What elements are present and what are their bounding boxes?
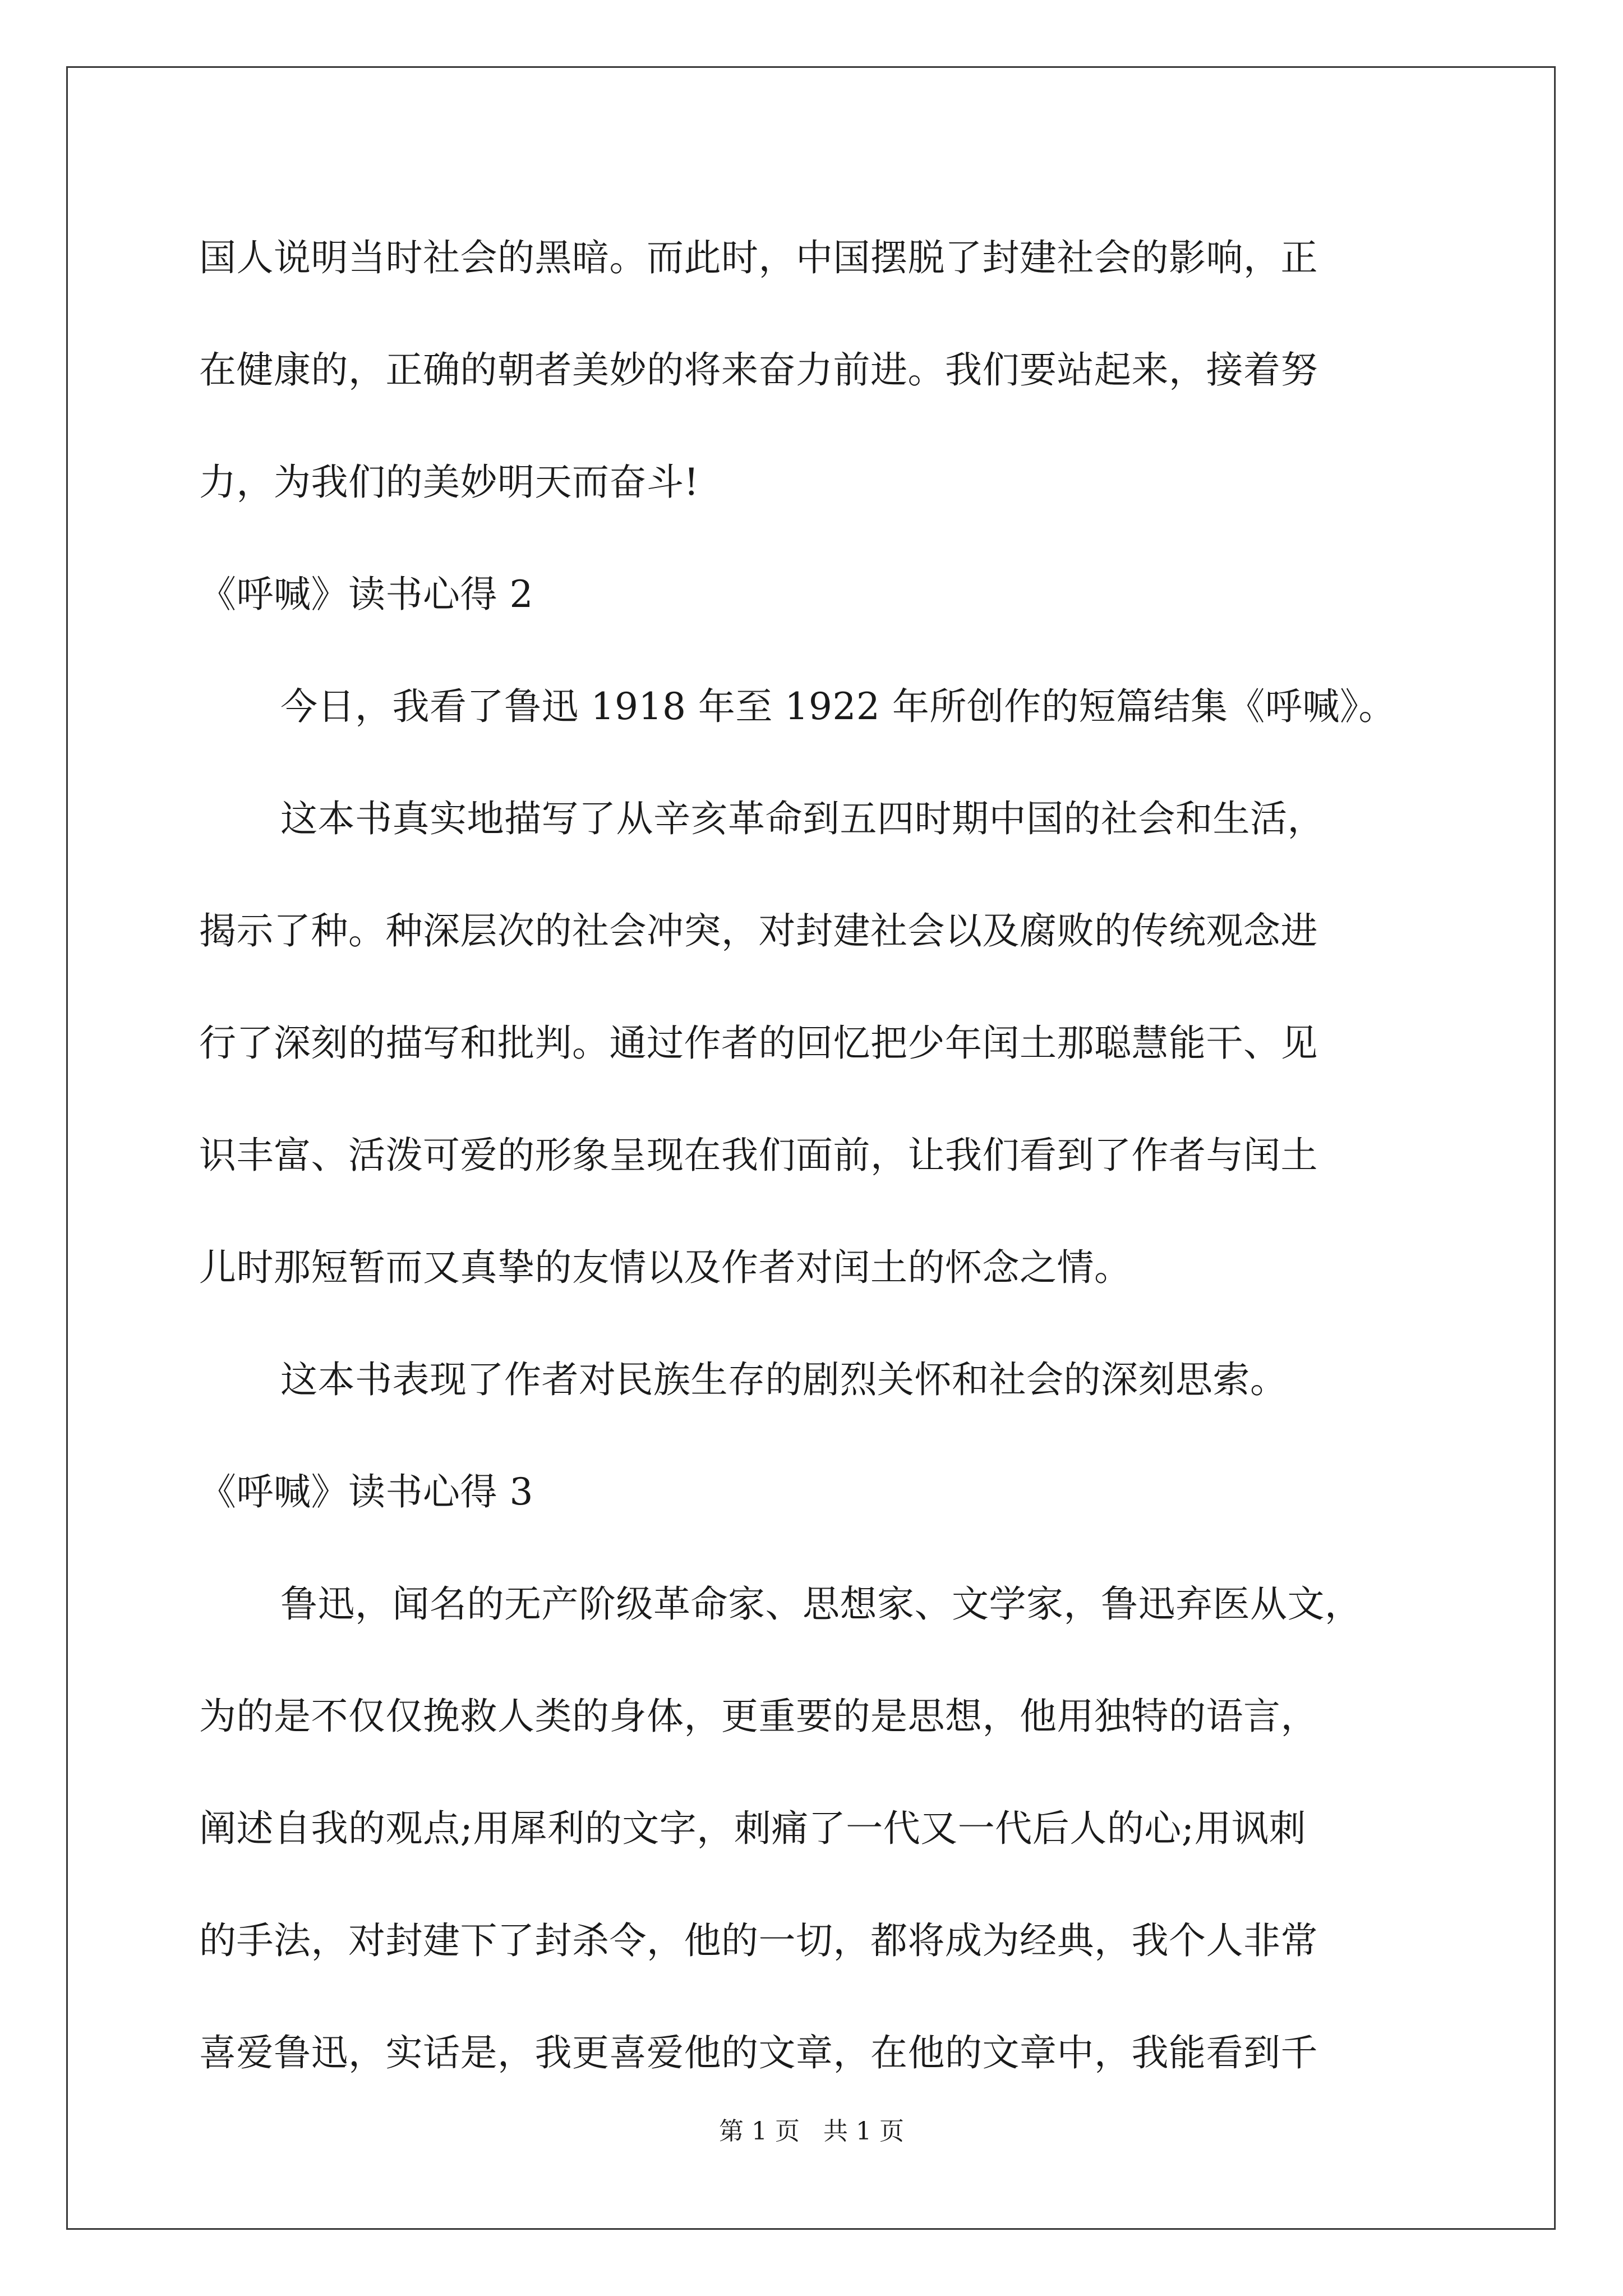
section-heading-3: 《呼喊》读书心得 3 xyxy=(199,1470,533,1513)
text-line-8: 行了深刻的描写和批判。通过作者的回忆把少年闰土那聪慧能干、见 xyxy=(199,1022,1318,1065)
text-line-14: 为的是不仅仅挽救人类的身体，更重要的是思想，他用独特的语言， xyxy=(199,1695,1318,1738)
text-line-11: 这本书表现了作者对民族生存的剧烈关怀和社会的深刻思索。 xyxy=(280,1358,1288,1401)
text-line-17: 喜爱鲁迅，实话是，我更喜爱他的文章，在他的文章中，我能看到千 xyxy=(199,2031,1318,2074)
text-line-2: 在健康的，正确的朝者美妙的将来奋力前进。我们要站起来，接着努 xyxy=(199,348,1318,392)
text-line-1: 国人说明当时社会的黑暗。而此时，中国摆脱了封建社会的影响，正 xyxy=(199,236,1318,279)
text-line-16: 的手法，对封建下了封杀令，他的一切，都将成为经典，我个人非常 xyxy=(199,1919,1318,1962)
text-line-6: 这本书真实地描写了从辛亥革命到五四时期中国的社会和生活， xyxy=(280,797,1325,840)
text-line-15: 阐述自我的观点;用犀利的文字，刺痛了一代又一代后人的心;用讽刺 xyxy=(199,1807,1306,1850)
text-line-13: 鲁迅，闻名的无产阶级革命家、思想家、文学家，鲁迅弃医从文， xyxy=(280,1582,1362,1626)
text-line-7: 揭示了种。种深层次的社会冲突，对封建社会以及腐败的传统观念进 xyxy=(199,909,1318,953)
text-line-5: 今日，我看了鲁迅 1918 年至 1922 年所创作的短篇结集《呼喊》。 xyxy=(280,685,1396,728)
text-line-9: 识丰富、活泼可爱的形象呈现在我们面前，让我们看到了作者与闰土 xyxy=(199,1134,1318,1177)
page-footer: 第 1 页 共 1 页 xyxy=(719,2117,904,2146)
text-line-10: 儿时那短暂而又真挚的友情以及作者对闰土的怀念之情。 xyxy=(199,1246,1132,1289)
text-line-3: 力，为我们的美妙明天而奋斗! xyxy=(199,461,699,504)
section-heading-2: 《呼喊》读书心得 2 xyxy=(199,573,533,616)
document-body xyxy=(199,202,1433,2109)
